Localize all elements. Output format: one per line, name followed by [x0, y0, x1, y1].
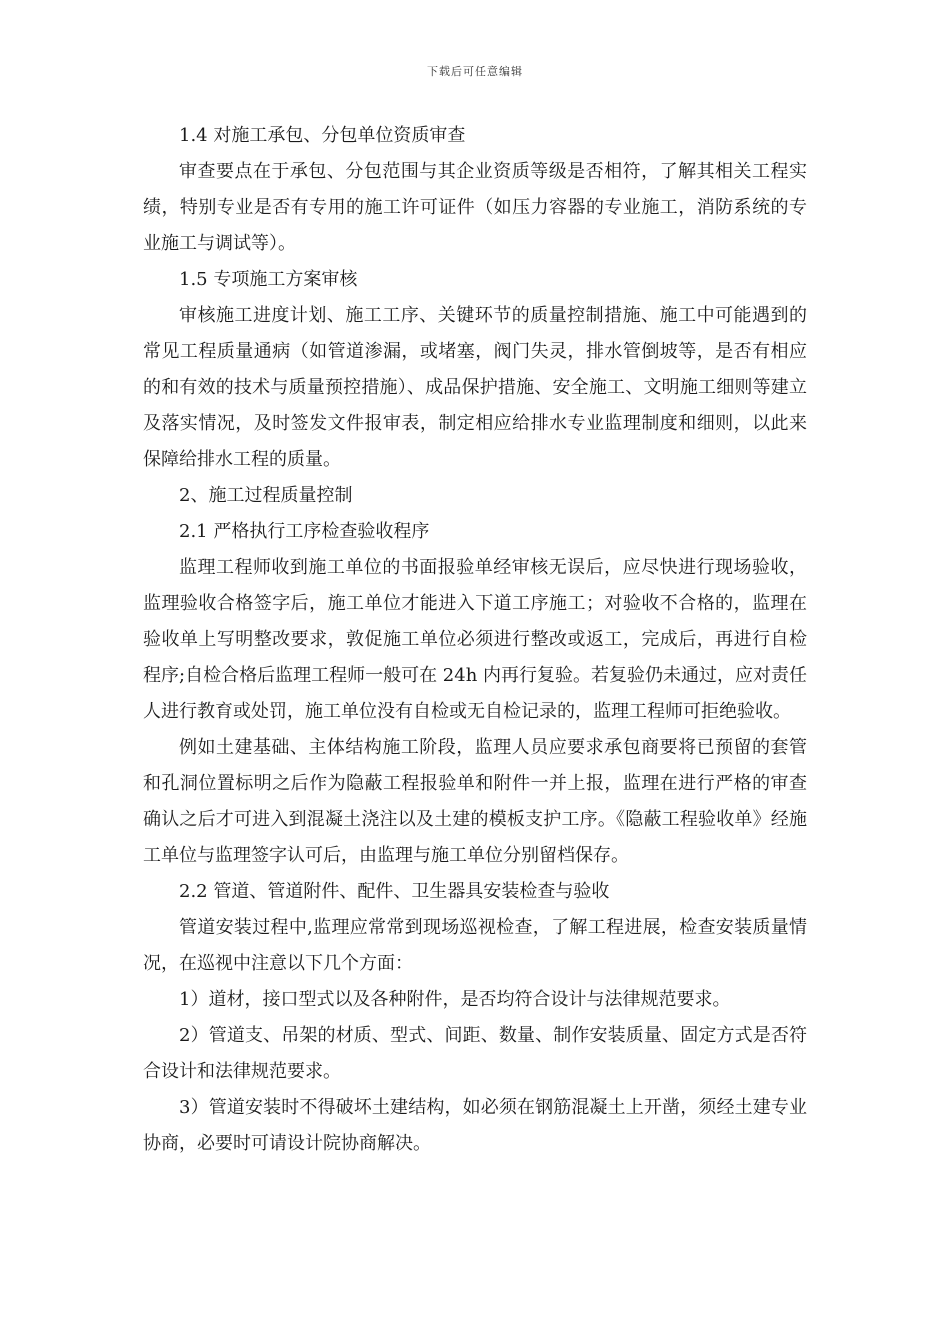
heading-1-4: 1.4 对施工承包、分包单位资质审查 [179, 125, 466, 146]
paragraph: 审查要点在于承包、分包范围与其企业资质等级是否相符，了解其相关工程实绩，特别专业是否有专用的施工许可证件（如压力容器的专业施工，消防系统的专业施工与调试等）。 [143, 161, 807, 254]
paragraph: 管道安装过程中,监理应常常到现场巡视检查，了解工程进展，检查安装质量情况，在巡视中注意以下几个方面： [143, 917, 807, 974]
heading-1-5: 1.5 专项施工方案审核 [179, 269, 358, 290]
paragraph: 例如土建基础、主体结构施工阶段，监理人员应要求承包商要将已预留的套管和孔洞位置标明之后作为隐蔽工程报验单和附件一并上报，监理在进行严格的审查确认之后才可进入到混凝土浇注以及土建的模板支护工序。《隐蔽工程验收单》经施工单位与监理签字认可后，由监理与施工单位分别留档保存。 [143, 737, 807, 866]
list-item: 3）管道安装时不得破坏土建结构，如必须在钢筋混凝土上开凿，须经土建专业协商，必要时可请设计院协商解决。 [143, 1097, 807, 1154]
heading-2-2: 2.2 管道、管道附件、配件、卫生器具安装检查与验收 [179, 881, 610, 902]
document-body [143, 118, 807, 1162]
paragraph: 监理工程师收到施工单位的书面报验单经审核无误后，应尽快进行现场验收，监理验收合格签字后，施工单位才能进入下道工序施工；对验收不合格的，监理在验收单上写明整改要求，敦促施工单位必须进行整改或返工，完成后，再进行自检程序;自检合格后监理工程师一般可在 24h 内再行复验。若复验仍未通过，应对责任人进行教育或处罚，施工单位没有自检或无自检记录的，监理工程师可拒绝验收。 [143, 557, 808, 722]
paragraph: 审核施工进度计划、施工工序、关键环节的质量控制措施、施工中可能遇到的常见工程质量通病（如管道渗漏，或堵塞，阀门失灵，排水管倒坡等，是否有相应的和有效的技术与质量预控措施）、成品保护措施、安全施工、文明施工细则等建立及落实情况，及时签发文件报审表，制定相应给排水专业监理制度和细则，以此来保障给排水工程的质量。 [143, 305, 807, 470]
heading-2-1: 2.1 严格执行工序检查验收程序 [179, 521, 430, 542]
heading-2: 2、施工过程质量控制 [179, 485, 353, 506]
list-item: 1）道材，接口型式以及各种附件，是否均符合设计与法律规范要求。 [179, 989, 731, 1010]
page-header: 下载后可任意编辑 [427, 65, 523, 78]
list-item: 2）管道支、吊架的材质、型式、间距、数量、制作安装质量、固定方式是否符合设计和法律规范要求。 [143, 1025, 807, 1082]
